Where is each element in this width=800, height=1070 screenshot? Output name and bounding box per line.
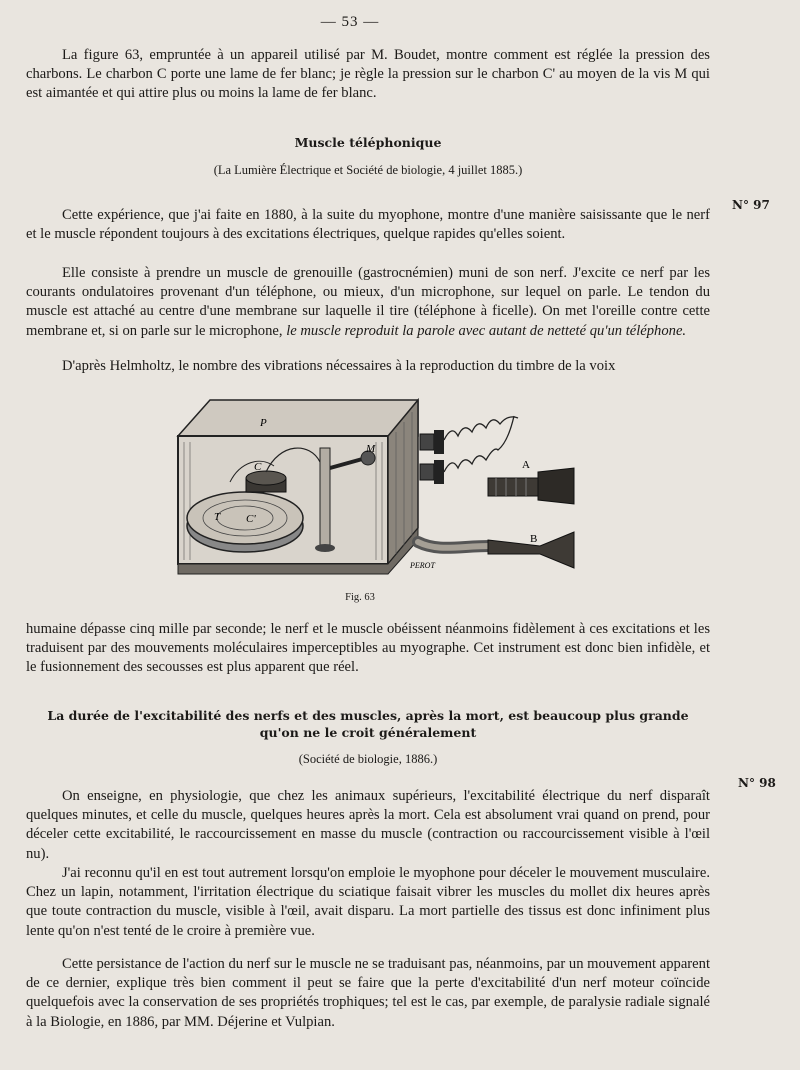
section2-title bbox=[26, 707, 710, 741]
section2-title-line1: La durée de l'excitabilité des nerfs et des muscles, après la mort, est beaucoup plus grande bbox=[47, 708, 689, 723]
section1-source: (La Lumière Électrique et Société de biologie, 4 juillet 1885.) bbox=[213, 163, 523, 177]
section1-paragraph-3: D'après Helmholtz, le nombre des vibrations nécessaires à la reproduction du timbre de la voix bbox=[62, 358, 616, 374]
section2-paragraph-1: On enseigne, en physiologie, que chez les animaux supérieurs, l'excitabilité électrique du nerf disparaît quelques minutes, et celle du muscle, quelques heures après la mort. Cela est absolument vrai quand on prend, pour déceler cette excitabilité, le raccourcissement en masse du muscle (contraction ou raccourcissement visible à l'œil nu). bbox=[26, 788, 710, 862]
section2-paragraph-3: Cette persistance de l'action du nerf sur le muscle ne se traduisant pas, néanmoins, par un mouvement apparent de ce dernier, explique très bien comment il peut se faire que la perte d'excitabilité d'un nerf moteur coïncide quelquefois avec la conservation de ses propriétés trophiques; tel est le cas, par exemple, de paralysie radiale signalé à la Biologie, en 1886, par MM. Déjerine et Vulpian. bbox=[26, 956, 710, 1030]
label-b: B bbox=[530, 533, 538, 545]
label-a: A bbox=[522, 459, 530, 471]
telephone-apparatus-drawing bbox=[170, 392, 580, 602]
section2-title-line2: qu'on ne le croit généralement bbox=[259, 725, 477, 740]
page-number: — 53 — bbox=[320, 14, 380, 30]
label-c: C bbox=[254, 461, 262, 473]
label-c-prime: C' bbox=[246, 513, 256, 525]
label-t: T bbox=[214, 511, 221, 523]
section1-paragraph-4: humaine dépasse cinq mille par seconde; le nerf et le muscle obéissent néanmoins fidèlement à ces excitations et les traduisent par des mouvements moléculaires imperceptibles au myographe. Cet instrument est donc bien infidèle, et le fusionnement des secousses est plus apparent que réel. bbox=[26, 621, 710, 676]
section1-paragraph-1: Cette expérience, que j'ai faite en 1880, à la suite du myophone, montre d'une manière saisissante que le nerf et le muscle répondent toujours à des excitations électriques, quelque rapides qu'elles soient. bbox=[26, 207, 710, 243]
section1-title: Muscle téléphonique bbox=[294, 135, 442, 150]
label-m: M bbox=[366, 443, 376, 455]
figure-caption: Fig. 63 bbox=[345, 592, 375, 603]
label-p: P bbox=[260, 417, 267, 429]
section1-paragraph-2-italic: le muscle reproduit la parole avec autant de netteté qu'un téléphone. bbox=[286, 322, 687, 339]
engraver-signature: PEROT bbox=[410, 561, 435, 570]
section1-paragraph-2-text: Elle consiste à prendre un muscle de grenouille (gastrocnémien) muni de son nerf. J'excite ce nerf par les courants ondulatoires provenant d'un téléphone, ou mieux, d'un microphone, sur lequel on parle. Le tendon du muscle est attaché au centre d'une membrane sur laquelle il tire (téléphone à ficelle). On met l'oreille contre cette membrane et, si on parle sur le microphone, bbox=[26, 265, 710, 339]
section1-number: N° 97 bbox=[732, 198, 770, 212]
intro-paragraph: La figure 63, empruntée à un appareil utilisé par M. Boudet, montre comment est réglée la pression des charbons. Le charbon C porte une lame de fer blanc; je règle la pression sur le charbon C' au moyen de la vis M qui est aimantée et qui attire plus ou moins la lame de fer blanc. bbox=[26, 47, 710, 102]
section2-paragraph-2: J'ai reconnu qu'il en est tout autrement lorsqu'on emploie le myophone pour déceler le mouvement musculaire. Chez un lapin, notamment, l'irritation électrique du sciatique faisait vibrer les muscles du mollet dix heures après que toute contraction du muscle, visible à l'œil, avait disparu. La mort partielle des tissus est donc infiniment plus lente qu'on n'est tenté de le croire à première vue. bbox=[26, 865, 710, 939]
section2-number: N° 98 bbox=[738, 776, 776, 790]
figure-63-illustration bbox=[170, 392, 580, 602]
section1-paragraph-2 bbox=[26, 264, 710, 341]
section2-source: (Société de biologie, 1886.) bbox=[298, 752, 438, 766]
